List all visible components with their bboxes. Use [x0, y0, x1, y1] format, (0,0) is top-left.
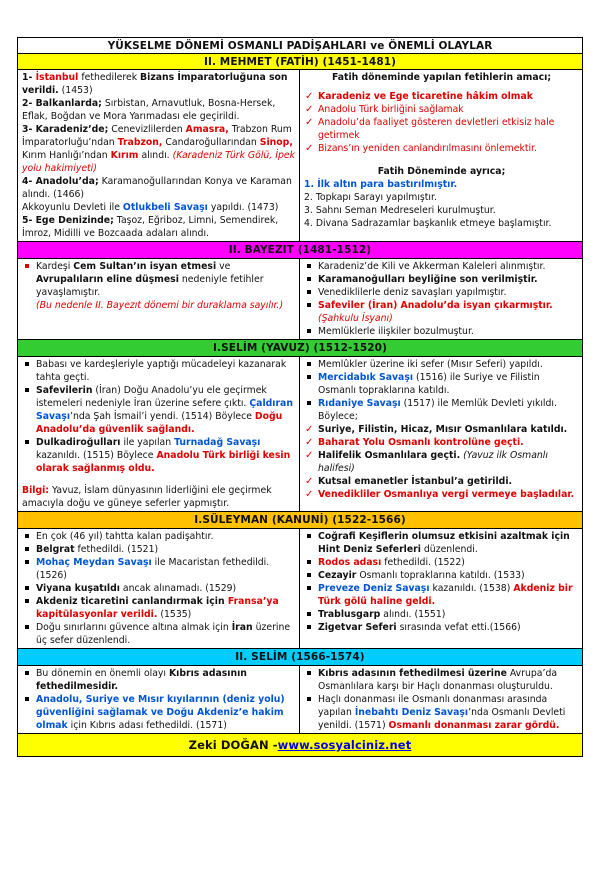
item-heading: 5- Ege Denizinde;: [22, 215, 114, 226]
section-title-mehmet: II. MEHMET (FATİH) (1451-1481): [18, 54, 582, 70]
list-item: ✓ Venedikliler Osmanlıya vergi vermeye başladılar.: [304, 488, 579, 501]
highlight: Viyana kuşatıldı: [36, 583, 120, 594]
text: düzenlendi.: [420, 544, 478, 555]
highlight: Rodos adası: [318, 557, 382, 568]
text: için Kıbrıs adası fethedildi. (1571): [67, 720, 227, 731]
list-item: 3. Sahnı Seman Medreseleri kurulmuştur.: [304, 205, 496, 216]
text: Haçlı donanması ile Osmanlı donanması arasında yapılan: [318, 694, 548, 718]
item-number: 1-: [22, 72, 36, 83]
item-heading: 3- Karadeniz’de;: [22, 124, 109, 135]
text: ’nda Şah İsmail’i yendi. (1514) Böylece: [70, 411, 255, 422]
selim1-right-col: [300, 357, 582, 511]
mehmet-right-col: [300, 70, 582, 241]
list-item: [22, 693, 296, 732]
list-item: [304, 621, 579, 634]
list-item: ✓ Anadolu Türk birliğini sağlamak: [304, 103, 579, 116]
suleyman-right-list: [304, 530, 579, 634]
highlight: Kıbrıs adasının fethedilmesidir.: [36, 668, 247, 692]
list-item: [22, 384, 296, 436]
list-item: [304, 449, 579, 475]
selim1-right-list: [304, 358, 579, 423]
section-title-selim2: II. SELİM (1566-1574): [18, 649, 582, 666]
highlight: Akdeniz bir Türk gölü haline geldi.: [318, 583, 573, 607]
highlight: Doğu Anadolu’da güvenlik sağlandı.: [36, 411, 283, 435]
mehmet-item-4: [22, 175, 296, 201]
list-item: ✓ Baharat Yolu Osmanlı kontrolüne geçti.: [304, 436, 579, 449]
highlight: Coğrafi Keşiflerin olumsuz etkisini azaltmak için Hint Deniz Seferleri: [318, 531, 570, 555]
section-title-selim1: I.SELİM (YAVUZ) (1512-1520): [18, 340, 582, 357]
bayezit-right-list: [304, 260, 579, 338]
mehmet-item-4b: [22, 201, 296, 214]
list-item: [304, 556, 579, 569]
list-item: ✓ Anadolu’da faaliyet gösteren devletleri etkisiz hale getirmek: [304, 116, 579, 142]
list-item: [22, 621, 296, 647]
highlight: Safevilerin: [36, 385, 93, 396]
mehmet-goals-list: [304, 90, 579, 155]
text: nedeniyle fetihler yavaşlamıştır.: [36, 274, 264, 298]
list-item: [304, 569, 579, 582]
list-item: Memlüklerle ilişkiler bozulmuştur.: [304, 325, 579, 338]
list-item: Babası ve kardeşleriyle yaptığı mücadeleyi kazanarak tahta geçti.: [22, 358, 296, 384]
list-item: [22, 436, 296, 475]
list-item: [304, 371, 579, 397]
text: Bu dönemin en önemli olayı: [36, 668, 169, 679]
info-label: Bilgi:: [22, 485, 50, 496]
list-item: ✓ Bizans’ın yeniden canlandırılmasını önlemektir.: [304, 142, 579, 155]
text: Kardeşi: [36, 261, 74, 272]
list-item: ✓ Suriye, Filistin, Hicaz, Mısır Osmanlılara katıldı.: [304, 423, 579, 436]
list-item: Karadeniz’de Kili ve Akkerman Kaleleri alınmıştır.: [304, 260, 579, 273]
highlight: Belgrat: [36, 544, 75, 555]
section-bayezit: [18, 259, 582, 340]
section-mehmet: [18, 70, 582, 242]
text: Yavuz, İslam dünyasının liderliğini ele geçirmek amacıyla doğu ve güneye seferler yapmıştır.: [22, 485, 272, 509]
text: Avrupa’da Osmanlılara karşı bir Haçlı donanması oluşturuldu.: [318, 668, 558, 692]
list-item: Venediklilerle deniz savaşları yapılmıştır.: [304, 286, 579, 299]
selim2-right-col: [300, 666, 582, 733]
highlight: İnebahtı Deniz Savaşı: [354, 707, 469, 718]
highlight: Bizans İmparatorluğuna son verildi.: [22, 72, 288, 96]
list-item: [22, 543, 296, 556]
list-item: [304, 667, 579, 693]
author-name: Zeki DOĞAN -: [188, 738, 278, 752]
selim2-left-col: [18, 666, 300, 733]
text: Taşoz, Eğriboz, Limni, Semendirek, İmroz, Midilli ve Bozcaada adaları alındı.: [22, 215, 279, 239]
list-item: 4. Divana Sadrazamlar başkanlık etmeye başlamıştır.: [304, 218, 552, 229]
highlight: Anadolu, Suriye ve Mısır kıyılarının (deniz yolu) güvenliğini sağlamak ve Doğu Akdeniz’e hakim olmak: [36, 694, 285, 731]
highlight: Trablusgarp: [318, 609, 381, 620]
history-sheet: [17, 37, 583, 757]
note: (Karadeniz Türk Gölü, İpek yolu hakimiyeti): [22, 150, 295, 174]
highlight: Trabzon,: [117, 137, 163, 148]
list-item: [22, 595, 296, 621]
note: (Yavuz ilk Osmanlı halifesi): [318, 450, 548, 474]
suleyman-left-col: [18, 529, 300, 648]
text: sırasında vefat etti.(1566): [396, 622, 521, 633]
bayezit-left-list: [22, 260, 296, 312]
highlight: Amasra,: [185, 124, 229, 135]
list-item: ✓ Kutsal emanetler İstanbul’a getirildi.: [304, 475, 579, 488]
bayezit-left-col: [18, 259, 300, 339]
list-item: [304, 582, 579, 608]
text: Doğu sınırlarını güvence altına almak için: [36, 622, 232, 633]
highlight: Safeviler (İran) Anadolu’da isyan çıkarmıştır.: [318, 300, 553, 311]
text: alındı.: [138, 150, 173, 161]
selim1-info: [22, 484, 296, 510]
highlight: Kırım: [110, 150, 139, 161]
mehmet-item-1: [22, 71, 296, 97]
selim1-left-col: [18, 357, 300, 511]
highlight: Rıdaniye Savaşı: [318, 398, 401, 409]
highlight: Çaldıran Savaşı: [36, 398, 293, 422]
list-item: [304, 693, 579, 732]
item-heading: 2- Balkanlarda;: [22, 98, 102, 109]
selim1-left-list: [22, 358, 296, 475]
highlight: Cezayir: [318, 570, 357, 581]
highlight: Turnadağ Savaşı: [174, 437, 261, 448]
text: (1517) ile Memlük Devleti yıkıldı. Böylece;: [318, 398, 557, 422]
list-item: [304, 530, 579, 556]
text: ancak alınamadı. (1529): [119, 583, 237, 594]
mehmet-item-5: [22, 214, 296, 240]
highlight: Otlukbeli Savaşı: [122, 202, 208, 213]
text: Sırbistan, Arnavutluk, Bosna-Hersek, Eflak, Boğdan ve Mora Yarımadası ele geçirildi.: [22, 98, 276, 122]
text: (1516) ile Suriye ve Filistin Osmanlı topraklarına katıldı.: [318, 372, 540, 396]
text: alındı. (1551): [380, 609, 446, 620]
text: Akkoyunlu Devleti ile: [22, 202, 123, 213]
mehmet-item-2: [22, 97, 296, 123]
selim1-results-list: [304, 423, 579, 501]
text: (1453): [58, 85, 93, 96]
highlight: Mercidabık Savaşı: [318, 372, 414, 383]
text: fethedilerek: [78, 72, 141, 83]
mehmet-left-col: [18, 70, 300, 241]
text: Candaroğullarından: [162, 137, 260, 148]
list-item: ✓ Karadeniz ve Ege ticaretine hâkim olmak: [304, 90, 579, 103]
section-title-suleyman: I.SÜLEYMAN (KANUNİ) (1522-1566): [18, 512, 582, 529]
selim2-left-list: [22, 667, 296, 732]
list-item: Memlûkler üzerine iki sefer (Mısır Seferi) yapıldı.: [304, 358, 579, 371]
highlight: Sinop,: [259, 137, 293, 148]
highlight: Avrupalıların eline düşmesi: [36, 274, 179, 285]
section-title-bayezit: II. BAYEZIT (1481-1512): [18, 242, 582, 259]
suleyman-right-col: [300, 529, 582, 648]
text: Karamanoğullarından Konya ve Karaman alındı. (1466): [22, 176, 292, 200]
mehmet-goals-heading: Fatih döneminde yapılan fetihlerin amacı;: [331, 72, 552, 83]
section-suleyman: [18, 529, 582, 649]
text: fethedildi. (1521): [74, 544, 159, 555]
list-item: [304, 299, 579, 325]
text: üzerine üç sefer düzenlendi.: [36, 622, 291, 646]
website-link[interactable]: www.sosyalciniz.net: [277, 738, 412, 752]
highlight: Osmanlı donanması zarar gördü.: [388, 720, 560, 731]
highlight: Kıbrıs adasının fethedilmesi üzerine: [318, 668, 507, 679]
list-item: 1. İlk altın para bastırılmıştır.: [304, 179, 458, 190]
highlight: Mohaç Meydan Savaşı: [36, 557, 152, 568]
text: Osmanlı topraklarına katıldı. (1533): [356, 570, 525, 581]
text: Cenevizlilerden: [108, 124, 186, 135]
text: Kırım Hanlığı’ndan: [22, 150, 111, 161]
text: (1535): [157, 609, 192, 620]
bayezit-right-col: [300, 259, 582, 339]
highlight: İran: [231, 622, 253, 633]
list-item: [22, 582, 296, 595]
list-item: [304, 608, 579, 621]
highlight: İstanbul: [35, 72, 79, 83]
list-item: [22, 556, 296, 582]
selim2-right-list: [304, 667, 579, 732]
list-item: [22, 667, 296, 693]
highlight: Halifelik Osmanlılara geçti.: [318, 450, 461, 461]
list-item: Karamanoğulları beyliğine son verilmiştir.: [304, 273, 579, 286]
list-item: En çok (46 yıl) tahtta kalan padişahtır.: [22, 530, 296, 543]
list-item: [304, 397, 579, 423]
item-heading: 4- Anadolu’da;: [22, 176, 99, 187]
list-item: [22, 260, 296, 312]
mehmet-also-heading: Fatih Döneminde ayrıca;: [377, 166, 506, 177]
highlight: Akdeniz ticaretini canlandırmak için: [36, 596, 228, 607]
text: ’nda Osmanlı Devleti yenildi. (1571): [318, 707, 566, 731]
highlight: Anadolu Türk birliği kesin olarak sağlanmış oldu.: [36, 450, 291, 474]
highlight: Fransa’ya kapitülasyonlar verildi.: [36, 596, 279, 620]
text: kazanıldı. (1515) Böylece: [36, 450, 157, 461]
highlight: Cem Sultan’ın isyan etmesi: [73, 261, 217, 272]
text: Trabzon Rum İmparatorluğu’ndan: [22, 124, 292, 148]
highlight: Preveze Deniz Savaşı: [318, 583, 430, 594]
text: ve: [216, 261, 231, 272]
list-item: 2. Topkapı Sarayı yapılmıştır.: [304, 192, 437, 203]
section-selim1: [18, 357, 582, 512]
suleyman-left-list: [22, 530, 296, 647]
text: yapıldı. (1473): [207, 202, 279, 213]
text: (İran) Doğu Anadolu’yu ele geçirmek istemeleri nedeniyle İran üzerine sefere çıktı.: [36, 385, 267, 409]
footer: [18, 734, 582, 756]
page-title: YÜKSELME DÖNEMİ OSMANLI PADİŞAHLARI ve ÖNEMLİ OLAYLAR: [18, 38, 582, 54]
text: kazanıldı. (1538): [429, 583, 514, 594]
highlight: Dulkadiroğulları: [36, 437, 121, 448]
note: (Bu nedenle II. Bayezıt dönemi bir duraklama sayılır.): [36, 300, 284, 311]
text: ile Macaristan fethedildi. (1526): [36, 557, 270, 581]
mehmet-item-3: [22, 123, 296, 175]
text: fethedildi. (1522): [381, 557, 465, 568]
section-selim2: [18, 666, 582, 734]
text: ile yapılan: [120, 437, 175, 448]
highlight: Zigetvar Seferi: [318, 622, 397, 633]
note: (Şahkulu İsyanı): [318, 313, 393, 324]
